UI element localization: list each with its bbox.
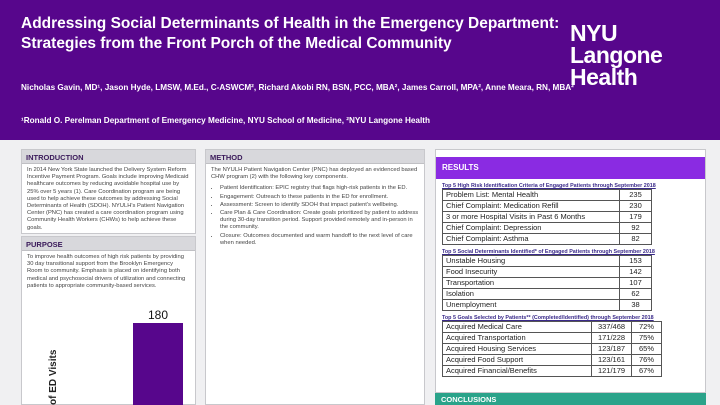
table-cell: Chief Complaint: Asthma	[443, 234, 620, 245]
table-row	[443, 234, 652, 245]
social-determinants-table	[442, 255, 652, 311]
table-row	[443, 256, 652, 267]
table-cell: Acquired Food Support	[443, 355, 592, 366]
table-row	[443, 355, 662, 366]
table1-title: Top 5 High Risk Identification Criteria of Engaged Patients through September 2018	[442, 183, 656, 189]
poster-title: Addressing Social Determinants of Health in the Emergency Department: Strategies from the Front Porch of the Medical Community	[21, 15, 560, 52]
results-heading: RESULTS	[436, 157, 705, 179]
table-cell: 75%	[632, 333, 662, 344]
introduction-panel	[21, 149, 196, 234]
table-cell: Unemployment	[443, 300, 620, 311]
table-cell: 65%	[632, 344, 662, 355]
table-cell: Chief Complaint: Depression	[443, 223, 620, 234]
method-item: • Closure: Outcomes documented and warm handoff to the next level of care when needed.	[220, 233, 419, 247]
method-heading: METHOD	[206, 150, 424, 164]
method-item: • Engagement: Outreach to these patients in the ED for enrollment.	[220, 194, 419, 201]
goals-table	[442, 321, 662, 377]
table-cell: 171/228	[592, 333, 632, 344]
table-cell: Food Insecurity	[443, 267, 620, 278]
nyu-langone-logo	[570, 22, 705, 88]
table-cell: 123/187	[592, 344, 632, 355]
table-cell: 3 or more Hospital Visits in Past 6 Months	[443, 212, 620, 223]
table-cell: 107	[620, 278, 652, 289]
table-cell: Unstable Housing	[443, 256, 620, 267]
table-cell: Problem List: Mental Health	[443, 190, 620, 201]
table-cell: 121/179	[592, 366, 632, 377]
bar-value-label: 180	[147, 308, 169, 322]
method-item: • Care Plan & Care Coordination: Create goals prioritized by patient to address during 30-day transition period. Support provided remotely and in-person in the community.	[220, 210, 419, 232]
risk-criteria-table	[442, 189, 652, 245]
table-cell: Acquired Medical Care	[443, 322, 592, 333]
table-cell: Acquired Financial/Benefits	[443, 366, 592, 377]
table-row	[443, 223, 652, 234]
y-axis-label: of ED Visits	[48, 349, 59, 405]
table-cell: Transportation	[443, 278, 620, 289]
table-row	[443, 289, 652, 300]
purpose-heading: PURPOSE	[22, 237, 195, 251]
table-cell: 230	[620, 201, 652, 212]
table-cell: 38	[620, 300, 652, 311]
table3-title: Top 5 Goals Selected by Patients** (Completed/Identified) through September 2018	[442, 315, 654, 321]
method-list	[206, 185, 424, 247]
logo-line1: NYU Langone	[570, 20, 663, 68]
table-row	[443, 267, 652, 278]
method-intro: The NYULH Patient Navigation Center (PNC) has deployed an evidenced based CHW program (2) with the following key components.	[211, 167, 418, 181]
affiliations: ¹Ronald O. Perelman Department of Emergency Medicine, NYU School of Medicine, ²NYU Langone Health	[21, 116, 430, 125]
poster-header	[0, 0, 720, 140]
chart-bar	[133, 323, 183, 405]
table-cell: 92	[620, 223, 652, 234]
results-panel	[435, 149, 706, 393]
table-cell: 76%	[632, 355, 662, 366]
table-row	[443, 278, 652, 289]
logo-line2: Health	[570, 64, 638, 90]
introduction-heading: INTRODUCTION	[22, 150, 195, 164]
table-cell: 67%	[632, 366, 662, 377]
purpose-text: To improve health outcomes of high risk patients by providing 30 day transitional support from the Brooklyn Emergency Room to community. Emphasis is placed on identifying both medical and psychosocial drivers of utilization and connecting patients to appropriate community-based services.	[27, 254, 186, 289]
table-row	[443, 366, 662, 377]
table-cell: Chief Complaint: Medication Refill	[443, 201, 620, 212]
table-cell: Acquired Housing Services	[443, 344, 592, 355]
table-cell: 235	[620, 190, 652, 201]
table-cell: 82	[620, 234, 652, 245]
table-row	[443, 344, 662, 355]
method-item: • Patient Identification: EPIC registry that flags high-risk patients in the ED.	[220, 185, 419, 192]
table-cell: 179	[620, 212, 652, 223]
table-row	[443, 300, 652, 311]
table-cell: Acquired Transportation	[443, 333, 592, 344]
method-item: • Assessment: Screen to identify SDOH that impact patient's wellbeing.	[220, 202, 419, 209]
table-cell: 153	[620, 256, 652, 267]
method-panel	[205, 149, 425, 405]
table-cell: 142	[620, 267, 652, 278]
table2-title: Top 5 Social Determinants Identified* of Engaged Patients through September 2018	[442, 249, 655, 255]
introduction-text: In 2014 New York State launched the Delivery System Reform Incentive Payment Program. Goals include improving Medicaid healthcare outcomes by reducing avoidable hospital use by 25% over 5 years (1). Care Coordination program are being used to help achieve these outcomes by addressing Social Determinants of Health (SDOH). NYULH's Patient Navigation Center (PNC) has created a care coordination program using Community Health Workers (CHWs) to help achieve these goals.	[27, 167, 189, 231]
table-cell: 337/468	[592, 322, 632, 333]
authors: Nicholas Gavin, MD¹, Jason Hyde, LMSW, M.Ed., C-ASWCM², Richard Akobi RN, BSN, PCC, MBA², James Carroll, MPA², Anne Meara, RN, MBA²	[21, 83, 574, 92]
table-cell: Isolation	[443, 289, 620, 300]
table-row	[443, 190, 652, 201]
table-row	[443, 333, 662, 344]
conclusions-heading: CONCLUSIONS	[435, 393, 706, 405]
table-cell: 72%	[632, 322, 662, 333]
table-row	[443, 212, 652, 223]
table-row	[443, 201, 652, 212]
table-cell: 123/161	[592, 355, 632, 366]
table-row	[443, 322, 662, 333]
table-cell: 62	[620, 289, 652, 300]
